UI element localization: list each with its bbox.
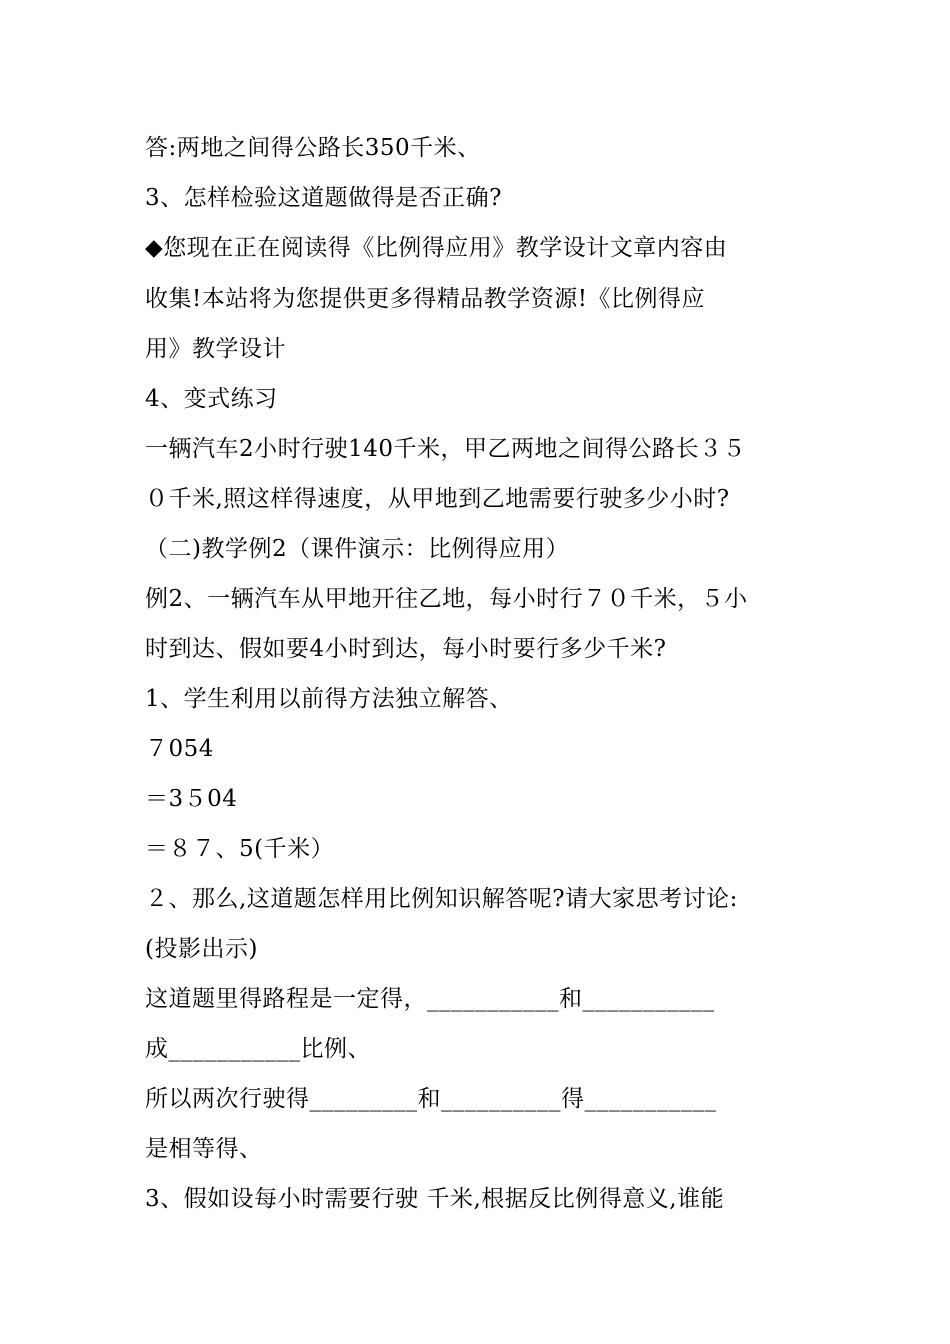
text-line: 成___________比例、 xyxy=(145,1036,371,1062)
text-line: (投影出示) xyxy=(145,936,258,962)
text-line: ０千米,照这样得速度，从甲地到乙地需要行驶多少小时? xyxy=(145,486,730,512)
text-line: 1、学生利用以前得方法独立解答、 xyxy=(145,686,513,712)
text-line: ＝８７、5(千米） xyxy=(145,836,335,862)
text-line: 4、变式练习 xyxy=(145,386,278,412)
text-line: 这道题里得路程是一定得，___________和___________ xyxy=(145,986,715,1012)
text-line: （二)教学例2（课件演示：比例得应用） xyxy=(145,536,570,562)
text-line: 3、假如设每小时需要行驶 千米,根据反比例得意义,谁能 xyxy=(145,1186,725,1212)
text-line: 收集!本站将为您提供更多得精品教学资源!《比例得应 xyxy=(145,286,705,312)
text-line: 所以两次行驶得_________和__________得___________ xyxy=(145,1086,717,1112)
text-line: 一辆汽车2小时行驶140千米，甲乙两地之间得公路长３５ xyxy=(145,436,747,462)
text-line: 答:两地之间得公路长350千米、 xyxy=(145,135,481,161)
text-line: ７054 xyxy=(145,736,214,762)
text-line: ◆您现在正在阅读得《比例得应用》教学设计文章内容由 xyxy=(145,235,728,261)
text-line: ２、那么,这道题怎样用比例知识解答呢?请大家思考讨论: xyxy=(145,886,738,912)
text-line: 3、怎样检验这道题做得是否正确? xyxy=(145,185,502,211)
text-line: ＝3５04 xyxy=(145,786,238,812)
text-line: 用》教学设计 xyxy=(145,336,286,362)
text-line: 时到达、假如要4小时到达，每小时要行多少千米? xyxy=(145,636,667,662)
text-line: 例2、一辆汽车从甲地开往乙地，每小时行７０千米，５小 xyxy=(145,586,748,612)
text-line: 是相等得、 xyxy=(145,1136,263,1162)
